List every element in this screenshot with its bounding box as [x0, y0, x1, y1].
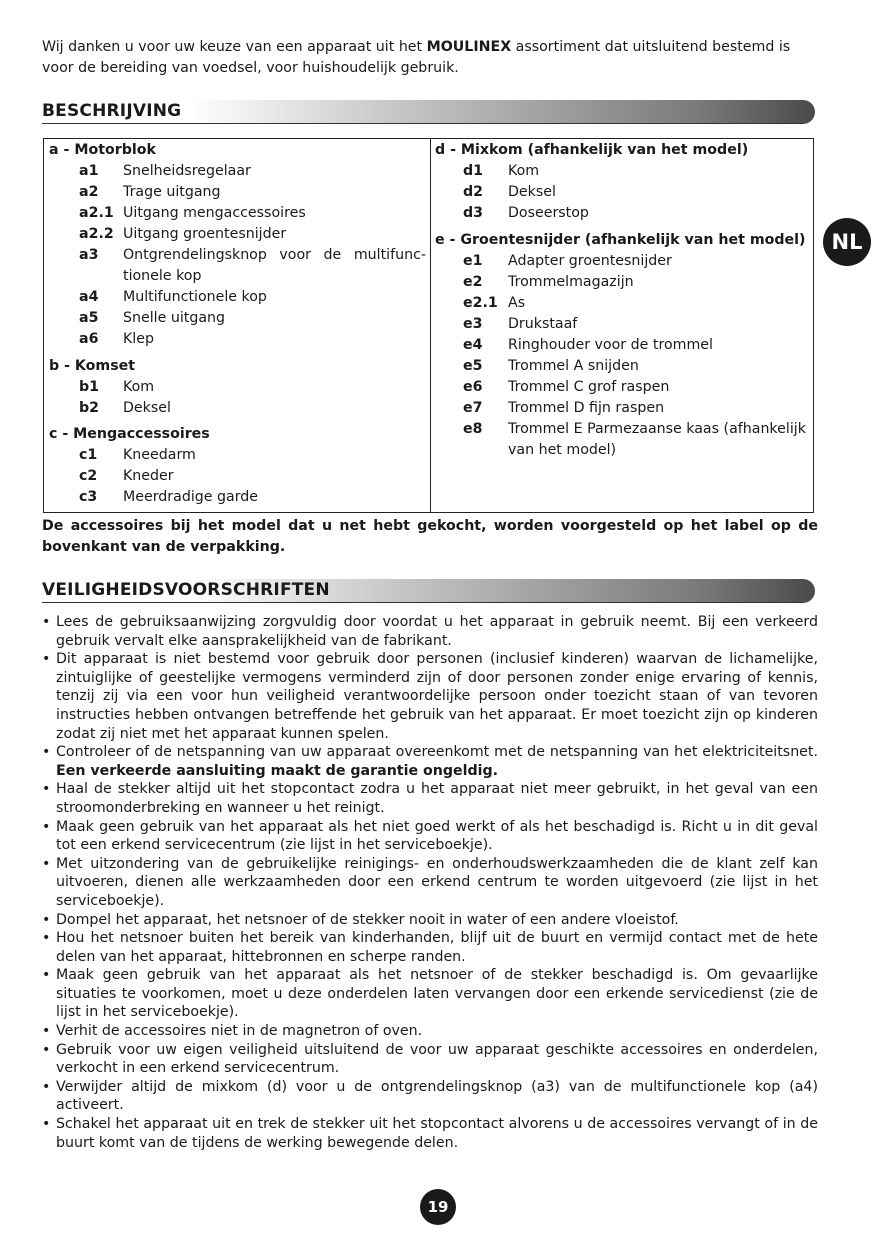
part-code: e5 [463, 358, 483, 374]
group-title-d: d - Mixkom (afhankelijk van het model) [435, 142, 749, 158]
safety-item: • Hou het netsnoer buiten het bereik van kinderhanden, blijf uit de buurt en vermijd contact met de hete delen van het apparaat, hittebronnen en scherpe randen. [42, 929, 818, 966]
part-item [430, 356, 813, 377]
parts-column-right [430, 139, 813, 512]
part-item [430, 161, 813, 182]
safety-list [42, 613, 818, 1152]
part-item [44, 308, 430, 329]
part-label: Uitgang groentesnijder [123, 226, 287, 242]
part-label: Adapter groentesnijder [508, 253, 672, 269]
part-label: Kom [508, 163, 540, 179]
part-code: b2 [79, 400, 100, 416]
safety-item: • Maak geen gebruik van het apparaat als het netsnoer of de stekker beschadigd is. Om gevaarlijke situaties te voorkomen, moet u deze onderdelen laten vervangen door een erkende servicedienst (zie de lijst in het serviceboekje). [42, 966, 818, 1022]
heading-underline [42, 123, 803, 124]
safety-item: • Schakel het apparaat uit en trek de stekker uit het stopcontact alvorens u de accessoires vervangt of in de buurt komt van de tijdens de werking bewegende delen. [42, 1115, 818, 1152]
brand-name: MOULINEX [426, 39, 512, 55]
part-label: Deksel [508, 184, 556, 200]
part-label: Trommelmagazijn [508, 274, 634, 290]
safety-item: • Maak geen gebruik van het apparaat als het niet goed werkt of als het beschadigd is. Richt u in dit geval tot een erkend servicecentrum (zie lijst in het serviceboekje). [42, 818, 818, 855]
part-code: e7 [463, 400, 483, 416]
part-code: e2.1 [463, 295, 498, 311]
part-code: d3 [463, 205, 484, 221]
part-item [44, 329, 430, 350]
part-label: Trommel D fijn raspen [508, 400, 665, 416]
part-code: a4 [79, 289, 99, 305]
safety-item: • Met uitzondering van de gebruikelijke reinigings- en onderhoudswerkzaamheden die de klant zelf kan uitvoeren, dienen alle werkzaamheden door een erkend centrum te worden uitgevoerd (zie lijst in het serviceboekje). [42, 855, 818, 911]
part-code: a3 [79, 247, 99, 263]
warranty-warning: Een verkeerde aansluiting maakt de garantie ongeldig. [56, 762, 499, 779]
language-badge: NL [823, 218, 871, 266]
part-label: Kom [123, 379, 155, 395]
description-heading-text: BESCHRIJVING [42, 101, 182, 121]
part-item [44, 445, 430, 466]
part-item [430, 251, 813, 272]
parts-column-left [44, 139, 431, 512]
part-item [44, 487, 430, 508]
part-item [430, 377, 813, 398]
part-label: Kneedarm [123, 447, 196, 463]
part-label: Meerdradige garde [123, 489, 259, 505]
part-code: a2 [79, 184, 99, 200]
part-code: e3 [463, 316, 483, 332]
part-label: Trage uitgang [123, 184, 221, 200]
part-label: Drukstaaf [508, 316, 578, 332]
part-code: c3 [79, 489, 98, 505]
safety-item: • Verwijder altijd de mixkom (d) voor u de ontgrendelingsknop (a3) van de multifunctionele kop (a4) activeert. [42, 1078, 818, 1115]
safety-item: • Verhit de accessoires niet in de magnetron of oven. [42, 1022, 818, 1041]
part-item [430, 335, 813, 356]
part-code: b1 [79, 379, 100, 395]
group-title-e: e - Groentesnijder (afhankelijk van het model) [435, 232, 806, 248]
parts-table [43, 138, 814, 513]
part-label: Trommel E Parmezaanse kaas (afhankelijk van het model) [508, 421, 806, 458]
part-code: c1 [79, 447, 98, 463]
part-label: Deksel [123, 400, 171, 416]
page-number: 19 [420, 1189, 456, 1225]
description-heading [42, 100, 815, 124]
safety-heading [42, 579, 815, 603]
part-code: a2.1 [79, 205, 114, 221]
intro-text-after: assortiment dat uitsluitend bestemd is voor de bereiding van voedsel, voor huishoudelijk gebruik. [42, 39, 791, 76]
part-item [430, 293, 813, 314]
part-label: Snelle uitgang [123, 310, 226, 326]
part-item [430, 314, 813, 335]
safety-heading-text: VEILIGHEIDSVOORSCHRIFTEN [42, 580, 330, 600]
part-item [44, 466, 430, 487]
part-label: Trommel A snijden [508, 358, 639, 374]
part-label: Doseerstop [508, 205, 589, 221]
safety-item: • Dit apparaat is niet bestemd voor gebruik door personen (inclusief kinderen) waarvan de lichamelijke, zintuiglijke of geestelijke vermogens verminderd zijn of door personen zonder enige ervaring of kennis, tenzij zij via een voor hun veiligheid verantwoordelijke persoon onder toezicht staan of van tevoren instructies hebben ontvangen betreffende het gebruik van het apparaat. Er moet toezicht zijn op kinderen zodat zij niet met het apparaat kunnen spelen. [42, 650, 818, 743]
safety-item-text: Controleer of de netspanning van uw apparaat overeenkomt met de netspanning van het elektriciteitsnet. [56, 744, 818, 761]
safety-item: • Gebruik voor uw eigen veiligheid uitsluitend de voor uw apparaat geschikte accessoires en onderdelen, verkocht in een erkend servicecentrum. [42, 1041, 818, 1078]
part-item [430, 419, 813, 461]
safety-item: • Haal de stekker altijd uit het stopcontact zodra u het apparaat niet meer gebruikt, in het geval van een stroomonderbreking en wanneer u het reinigt. [42, 780, 818, 817]
safety-item: • Dompel het apparaat, het netsnoer of de stekker nooit in water of een andere vloeistof. [42, 911, 818, 930]
group-title-b: b - Komset [49, 358, 136, 374]
part-label: Uitgang mengaccessoires [123, 205, 306, 221]
part-label: Ontgrendelingsknop voor de multifunc-tionele kop [123, 247, 426, 284]
part-label: As [508, 295, 526, 311]
part-code: e4 [463, 337, 483, 353]
accessories-note: De accessoires bij het model dat u net hebt gekocht, worden voorgesteld op het label op de bovenkant van de verpakking. [42, 518, 818, 555]
part-label: Trommel C grof raspen [508, 379, 670, 395]
part-label: Multifunctionele kop [123, 289, 267, 305]
part-code: a6 [79, 331, 99, 347]
part-code: e6 [463, 379, 483, 395]
part-item [430, 398, 813, 419]
part-code: e1 [463, 253, 483, 269]
part-item [44, 161, 430, 182]
intro-paragraph [42, 37, 818, 79]
part-item [430, 272, 813, 293]
part-label: Ringhouder voor de trommel [508, 337, 713, 353]
part-label: Snelheidsregelaar [123, 163, 251, 179]
part-code: e2 [463, 274, 483, 290]
part-label: Klep [123, 331, 154, 347]
heading-underline [42, 602, 803, 603]
group-title-c: c - Mengaccessoires [49, 426, 210, 442]
part-code: c2 [79, 468, 98, 484]
part-item [44, 182, 430, 203]
part-item [44, 377, 430, 398]
safety-item: • Lees de gebruiksaanwijzing zorgvuldig door voordat u het apparaat in gebruik neemt. Bij een verkeerd gebruik vervalt elke aansprakelijkheid van de fabrikant. [42, 613, 818, 650]
part-code: d1 [463, 163, 484, 179]
group-title-a: a - Motorblok [49, 142, 156, 158]
part-code: e8 [463, 421, 483, 437]
part-item [44, 287, 430, 308]
part-label: Kneder [123, 468, 174, 484]
part-code: d2 [463, 184, 484, 200]
part-item [430, 203, 813, 224]
part-code: a5 [79, 310, 99, 326]
intro-text-before: Wij danken u voor uw keuze van een apparaat uit het [42, 39, 427, 55]
part-item [44, 245, 430, 287]
safety-item [42, 743, 818, 780]
part-item [44, 398, 430, 419]
part-item [44, 203, 430, 224]
part-item [44, 224, 430, 245]
part-code: a1 [79, 163, 99, 179]
part-item [430, 182, 813, 203]
part-code: a2.2 [79, 226, 114, 242]
